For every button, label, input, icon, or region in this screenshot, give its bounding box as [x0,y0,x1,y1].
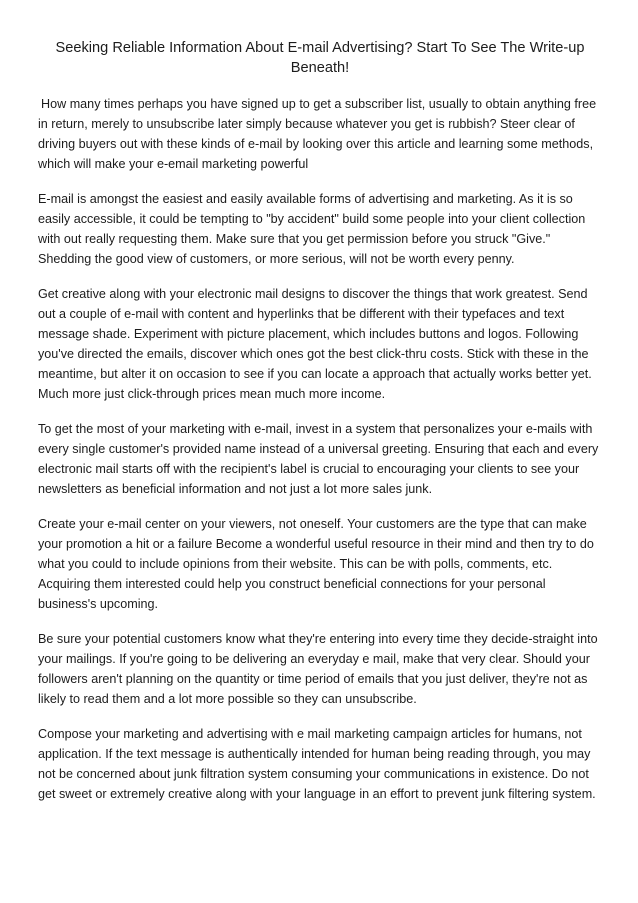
paragraph-2: E-mail is amongst the easiest and easily available forms of advertising and marketing. As it is so easily accessible, it could be tempting to "by accident" build some people into your client collection with out really requesting them. Make sure that you get permission before you struck "Give." Shedding the good view of customers, or more serious, will not be worth every penny. [38,192,586,266]
paragraph-3: Get creative along with your electronic mail designs to discover the things that work greatest. Send out a couple of e-mail with content and hyperlinks that be different with their typefaces and text message shade. Experiment with picture placement, which includes buttons and logos. Following you've directed the emails, discover which ones got the best click-thru costs. Stick with these in the meantime, but alter it on occasion to see if you can locate a approach that actually works better yet. Much more just click-through prices mean much more income. [38,287,592,401]
paragraph-6: Be sure your potential customers know what they're entering into every time they decide-straight into your mailings. If you're going to be delivering an everyday e mail, make that very clear. Should your followers aren't planning on the quantity or time period of emails that you just deliver, they're not as likely to read them and a lot more possible so they can unsubscribe. [38,632,598,706]
document-title: Seeking Reliable Information About E-mail Advertising? Start To See The Write-up Beneath! [55,40,585,76]
document-body [38,94,602,804]
paragraph-1: How many times perhaps you have signed up to get a subscriber list, usually to obtain anything free in return, merely to unsubscribe later simply because whatever you get is rubbish? Steer clear of driving buyers out with these kinds of e-mail by looking over this article and learning some methods, which will make your e-email marketing powerful [38,97,597,171]
paragraph-4: To get the most of your marketing with e-mail, invest in a system that personalizes your e-mails with every single customer's provided name instead of a universal greeting. Ensuring that each and every electronic mail starts off with the recipient's label is crucial to encouraging your clients to see your newsletters as beneficial information and not just a lot more sales junk. [38,422,599,496]
paragraph-5: Create your e-mail center on your viewers, not oneself. Your customers are the type that can make your promotion a hit or a failure Become a wonderful useful resource in their mind and then try to do what you could to include opinions from their website. This can be with polls, comments, etc. Acquiring them interested could help you construct beneficial connections for your personal business's upcoming. [38,517,594,611]
paragraph-7: Compose your marketing and advertising with e mail marketing campaign articles for humans, not application. If the text message is authentically intended for human being reading through, you may not be concerned about junk filtration system consuming your communications in existence. Do not get sweet or extremely creative along with your language in an effort to prevent junk filtering system. [38,727,596,801]
